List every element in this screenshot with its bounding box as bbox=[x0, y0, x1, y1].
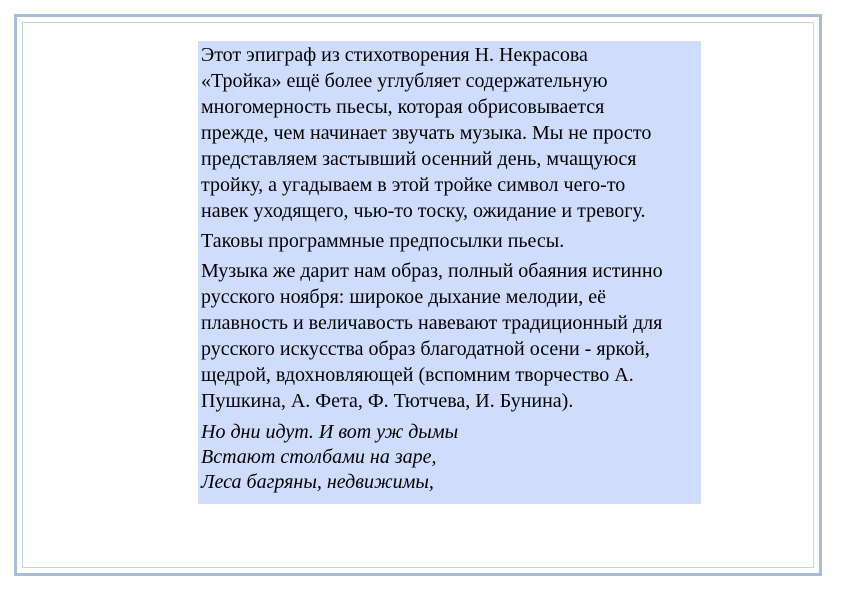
poem-line: Леса багряны, недвижимы, bbox=[201, 471, 434, 493]
paragraph-2-line: Таковы программные предпосылки пьесы. bbox=[201, 230, 565, 252]
text-box bbox=[198, 41, 701, 504]
paragraph-1-line: представляем застывший осенний день, мчащуюся bbox=[201, 148, 637, 170]
paragraph-2 bbox=[201, 228, 698, 254]
paragraph-3-line: щедрой, вдохновляющей (вспомним творчество А. bbox=[201, 364, 634, 386]
paragraph-1-line: многомерность пьесы, которая обрисовывается bbox=[201, 96, 605, 118]
paragraph-1-line: Этот эпиграф из стихотворения Н. Некрасова bbox=[201, 44, 588, 66]
paragraph-1 bbox=[201, 41, 698, 224]
poem-line: Но дни идут. И вот уж дымы bbox=[201, 421, 459, 443]
paragraph-1-line: навек уходящего, чью-то тоску, ожидание и тревогу. bbox=[201, 200, 646, 222]
paragraph-3-line: русского искусства образ благодатной осени - яркой, bbox=[201, 338, 650, 360]
paragraph-3-line: русского ноября: широкое дыхание мелодии, её bbox=[201, 286, 607, 308]
paragraph-3-line: плавность и величавость навевают традиционный для bbox=[201, 312, 663, 334]
poem-quote bbox=[201, 420, 698, 495]
paragraph-1-line: тройку, а угадываем в этой тройке символ чего-то bbox=[201, 174, 626, 196]
paragraph-1-line: «Тройка» ещё более углубляет содержательную bbox=[201, 70, 608, 92]
paragraph-3-line: Пушкина, А. Фета, Ф. Тютчева, И. Бунина). bbox=[201, 390, 574, 412]
paragraph-3 bbox=[201, 258, 698, 414]
poem-line: Встают столбами на заре, bbox=[201, 446, 437, 468]
paragraph-3-line: Музыка же дарит нам образ, полный обаяния истинно bbox=[201, 260, 663, 282]
paragraph-1-line: прежде, чем начинает звучать музыка. Мы не просто bbox=[201, 122, 652, 144]
